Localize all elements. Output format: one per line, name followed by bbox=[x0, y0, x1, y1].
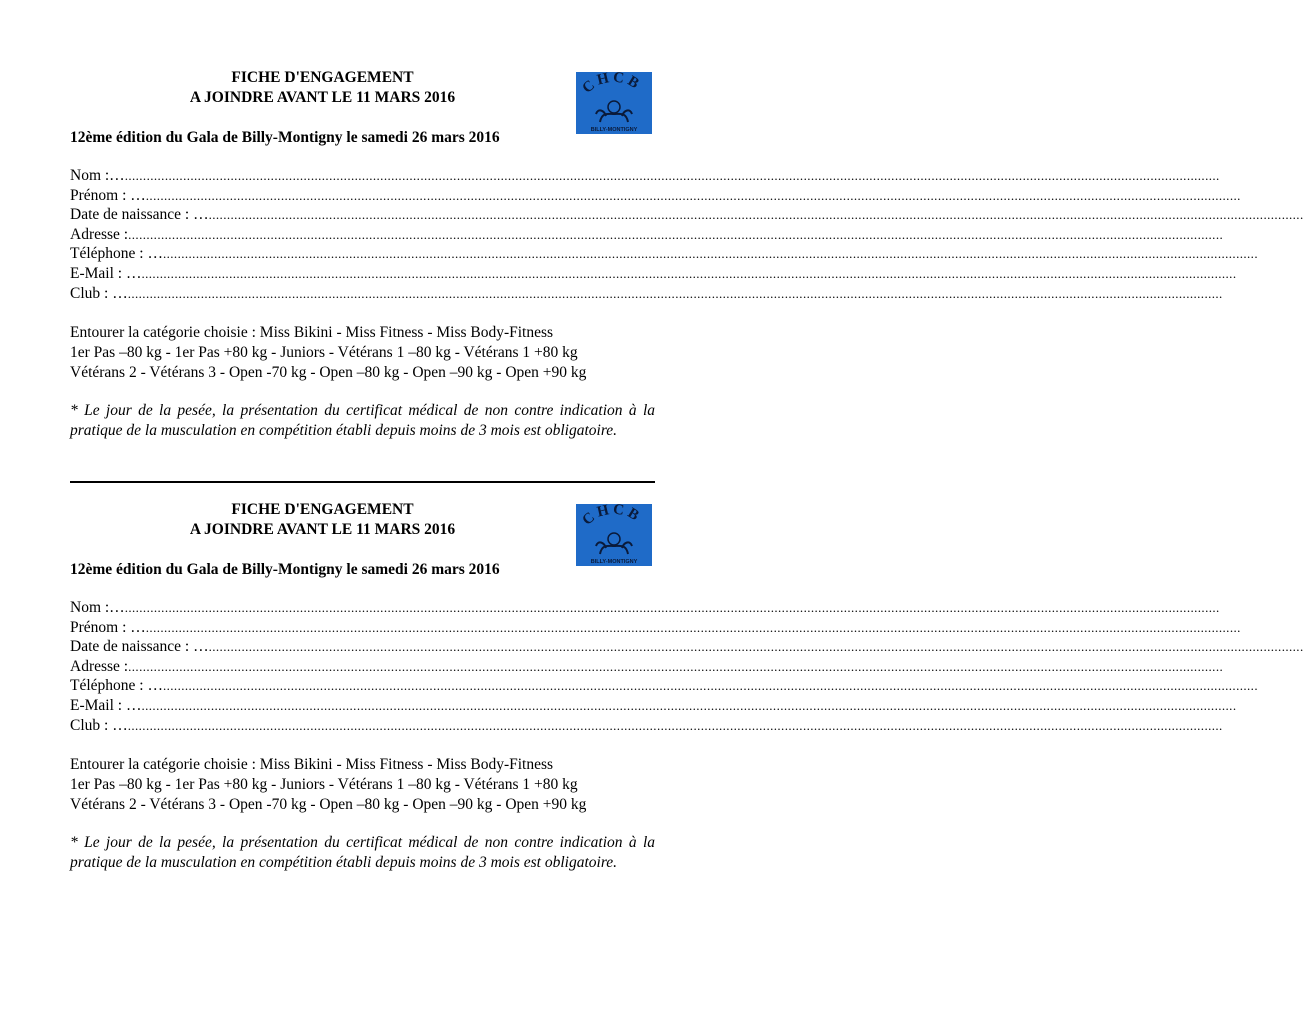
field-label: Téléphone : … bbox=[70, 677, 163, 695]
field-blank[interactable]: ............................................................................................................................................................................................................................................................................................................ bbox=[124, 168, 1220, 183]
field-blank[interactable]: ............................................................................................................................................................................................................................................................................................................ bbox=[208, 639, 1304, 655]
logo-top-text: CHCB bbox=[579, 504, 645, 529]
field-label: Adresse : bbox=[70, 657, 129, 675]
fields-list bbox=[70, 598, 1304, 735]
medical-note: * Le jour de la pesée, la présentation du certificat médical de non contre indication à la pratique de la musculation en compétition établi depuis moins de 3 mois est obligatoire. bbox=[70, 402, 655, 439]
registration-form-2 bbox=[70, 500, 1304, 872]
field-label: Prénom : … bbox=[70, 186, 146, 204]
chcb-logo bbox=[576, 504, 652, 566]
form-header bbox=[70, 500, 575, 540]
form-deadline: A JOINDRE AVANT LE 11 MARS 2016 bbox=[189, 521, 456, 538]
field-email[interactable] bbox=[70, 696, 1237, 716]
categories-line: 1er Pas –80 kg - 1er Pas +80 kg - Juniors - Vétérans 1 –80 kg - Vétérans 1 +80 kg bbox=[70, 344, 578, 362]
field-telephone[interactable] bbox=[70, 676, 1258, 696]
field-label: Téléphone : … bbox=[70, 245, 163, 263]
field-label: Nom :… bbox=[70, 167, 125, 184]
categories-line: Entourer la catégorie choisie : Miss Bikini - Miss Fitness - Miss Body-Fitness bbox=[70, 324, 554, 342]
categories bbox=[70, 755, 655, 815]
field-label: Date de naissance : … bbox=[70, 638, 209, 656]
categories-line: Vétérans 2 - Vétérans 3 - Open -70 kg - Open –80 kg - Open –90 kg - Open +90 kg bbox=[70, 796, 587, 814]
field-nom[interactable] bbox=[70, 166, 1220, 186]
field-prenom[interactable] bbox=[70, 618, 1241, 638]
form-title: FICHE D'ENGAGEMENT bbox=[231, 501, 414, 518]
form-header bbox=[70, 68, 575, 108]
categories bbox=[70, 323, 655, 383]
categories-line: Entourer la catégorie choisie : Miss Bikini - Miss Fitness - Miss Body-Fitness bbox=[70, 756, 554, 774]
field-blank[interactable]: ............................................................................................................................................................................................................................................................................................................ bbox=[162, 678, 1258, 694]
field-label: Nom :… bbox=[70, 599, 125, 616]
field-blank[interactable]: ............................................................................................................................................................................................................................................................................................................ bbox=[162, 246, 1258, 262]
medical-note: * Le jour de la pesée, la présentation du certificat médical de non contre indication à la pratique de la musculation en compétition établi depuis moins de 3 mois est obligatoire. bbox=[70, 834, 655, 871]
form-deadline: A JOINDRE AVANT LE 11 MARS 2016 bbox=[189, 89, 456, 106]
fields-list bbox=[70, 166, 1304, 303]
field-blank[interactable]: ............................................................................................................................................................................................................................................................................................................ bbox=[127, 717, 1223, 733]
field-label: Club : … bbox=[70, 716, 128, 734]
categories-line: 1er Pas –80 kg - 1er Pas +80 kg - Juniors - Vétérans 1 –80 kg - Vétérans 1 +80 kg bbox=[70, 776, 578, 794]
field-label: Adresse : bbox=[70, 225, 129, 243]
field-label: Club : … bbox=[70, 284, 128, 302]
field-club[interactable] bbox=[70, 716, 1223, 736]
field-label: E-Mail : … bbox=[70, 696, 142, 714]
logo-top-text: CHCB bbox=[579, 72, 645, 97]
form-title: FICHE D'ENGAGEMENT bbox=[231, 69, 414, 86]
chcb-logo bbox=[576, 72, 652, 134]
field-blank[interactable]: ............................................................................................................................................................................................................................................................................................................ bbox=[127, 285, 1223, 301]
field-blank[interactable]: ............................................................................................................................................................................................................................................................................................................ bbox=[145, 619, 1241, 635]
field-label: E-Mail : … bbox=[70, 264, 142, 282]
edition-line: 12ème édition du Gala de Billy-Montigny le samedi 26 mars 2016 bbox=[70, 129, 500, 146]
field-adresse[interactable] bbox=[70, 225, 1224, 245]
field-nom[interactable] bbox=[70, 598, 1220, 618]
field-date-naissance[interactable] bbox=[70, 205, 1304, 225]
field-blank[interactable]: ............................................................................................................................................................................................................................................................................................................ bbox=[124, 600, 1220, 615]
registration-form-1 bbox=[70, 68, 1304, 440]
cut-separator bbox=[70, 481, 655, 483]
field-blank[interactable]: ............................................................................................................................................................................................................................................................................................................ bbox=[208, 207, 1304, 223]
field-date-naissance[interactable] bbox=[70, 637, 1304, 657]
field-label: Date de naissance : … bbox=[70, 206, 209, 224]
field-label: Prénom : … bbox=[70, 618, 146, 636]
logo-bottom-text: BILLY-MONTIGNY bbox=[590, 127, 638, 133]
field-blank[interactable]: ............................................................................................................................................................................................................................................................................................................ bbox=[141, 265, 1237, 281]
categories-line: Vétérans 2 - Vétérans 3 - Open -70 kg - Open –80 kg - Open –90 kg - Open +90 kg bbox=[70, 364, 587, 382]
logo-bottom-text: BILLY-MONTIGNY bbox=[590, 559, 638, 565]
field-telephone[interactable] bbox=[70, 244, 1258, 264]
field-blank[interactable]: ............................................................................................................................................................................................................................................................................................................ bbox=[141, 697, 1237, 713]
field-email[interactable] bbox=[70, 264, 1237, 284]
field-adresse[interactable] bbox=[70, 657, 1224, 677]
field-blank[interactable]: ............................................................................................................................................................................................................................................................................................................ bbox=[128, 658, 1224, 674]
edition-line: 12ème édition du Gala de Billy-Montigny le samedi 26 mars 2016 bbox=[70, 561, 500, 578]
field-blank[interactable]: ............................................................................................................................................................................................................................................................................................................ bbox=[145, 187, 1241, 203]
field-club[interactable] bbox=[70, 284, 1223, 304]
field-blank[interactable]: ............................................................................................................................................................................................................................................................................................................ bbox=[128, 226, 1224, 242]
field-prenom[interactable] bbox=[70, 186, 1241, 206]
